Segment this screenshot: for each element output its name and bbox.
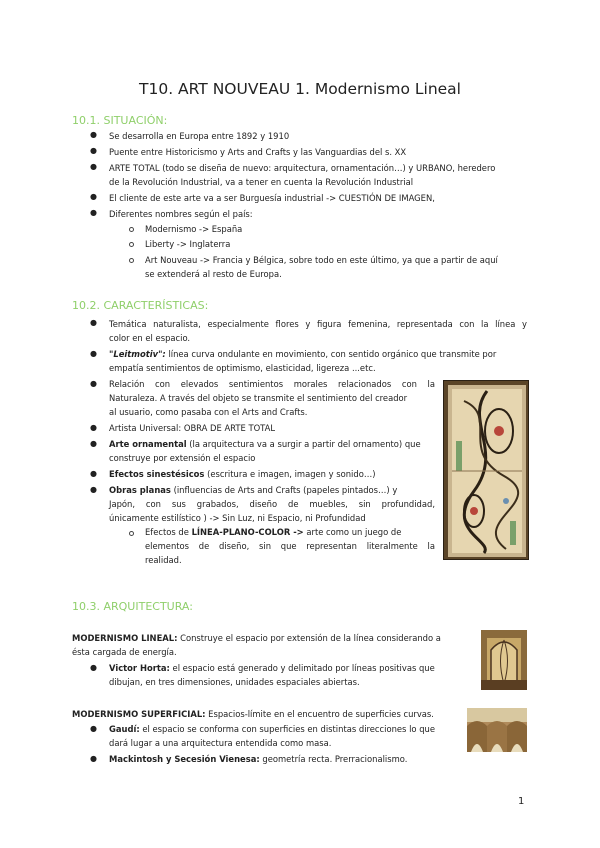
caract-8a <box>145 525 435 539</box>
nombre-inglaterra: Liberty -> Inglaterra <box>145 239 231 249</box>
gaudi-label: Gaudí: <box>109 724 140 734</box>
caract-1a: Temática naturalista, especialmente flores y figura femenina, representada con la línea y <box>109 319 527 329</box>
situacion-item-3b: de la Revolución Industrial, va a tener en cuenta la Revolución Industrial <box>109 177 414 187</box>
modernismo-lineal-a <box>72 631 472 645</box>
bullet-icon: ● <box>90 423 97 432</box>
caract-3b: Naturaleza. A través del objeto se transmite el sentimiento del creador <box>109 393 408 403</box>
page-number: 1 <box>518 796 525 807</box>
bullet-icon: ● <box>90 439 97 448</box>
efectos-sinestesicos-label: Efectos sinestésicos <box>109 469 205 479</box>
caract-6-text: (escritura e imagen, imagen y sonido…) <box>204 469 376 479</box>
victor-horta-label: Victor Horta: <box>109 663 170 673</box>
caract-2b: empatía sentimientos de optimismo, elasticidad, ligereza ...etc. <box>109 363 376 373</box>
horta-b: dibujan, en tres dimensiones, unidades espaciales abiertas. <box>109 677 360 687</box>
bullet-icon: ● <box>90 663 97 672</box>
bullet-icon: ● <box>90 724 97 733</box>
caract-7a <box>109 483 435 497</box>
bullet-icon: ● <box>90 318 97 327</box>
situacion-item-4: El cliente de este arte va a ser Burguesía industrial -> CUESTIÓN DE IMAGEN, <box>109 193 435 203</box>
circle-bullet-icon <box>129 227 134 232</box>
horta-text: el espacio está generado y delimitado por líneas positivas que <box>169 663 435 673</box>
stained-glass-image <box>443 380 529 560</box>
mackintosh-text: geometría recta. Prerracionalismo. <box>259 754 408 764</box>
modernismo-superficial-text: Espacios-límite en el encuentro de superficies curvas. <box>205 709 434 719</box>
caract-2a-text: línea curva ondulante en movimiento, con sentido orgánico que transmite por <box>165 349 497 359</box>
caract-3c: al usuario, como pasaba con el Arts and Crafts. <box>109 407 308 417</box>
page-title: T10. ART NOUVEAU 1. Modernismo Lineal <box>139 80 461 98</box>
situacion-item-2: Puente entre Historicismo y Arts and Crafts y las Vanguardias del s. XX <box>109 147 407 157</box>
heading-arquitectura: 10.3. ARQUITECTURA: <box>72 600 193 613</box>
modernismo-superficial <box>72 707 434 721</box>
circle-bullet-icon <box>129 258 134 263</box>
modernismo-lineal-b: ésta cargada de energía. <box>72 647 177 657</box>
caract-8-pre: Efectos de <box>145 527 192 537</box>
caract-8c: realidad. <box>145 555 182 565</box>
heading-situacion: 10.1. SITUACIÓN: <box>72 114 168 127</box>
caract-5a <box>109 437 421 451</box>
caract-7a-text: (influencias de Arts and Crafts (papeles pintados…) y <box>170 485 398 495</box>
caract-8a-text: arte como un juego de <box>303 527 402 537</box>
arte-ornamental-label: Arte ornamental <box>109 439 187 449</box>
bullet-icon: ● <box>90 192 97 201</box>
caract-7c: únicamente estilístico ) -> Sin Luz, ni Espacio, ni Profundidad <box>109 513 366 523</box>
gaudi-b: dará lugar a una arquitectura entendida como masa. <box>109 738 332 748</box>
gaudi-arches-image <box>467 708 527 752</box>
bullet-icon: ● <box>90 485 97 494</box>
bullet-icon: ● <box>90 162 97 171</box>
horta-a <box>109 661 474 675</box>
caract-3a: Relación con elevados sentimientos morales relacionados con la <box>109 379 435 389</box>
caract-7b: Japón, con sus grabados, diseño de muebles, sin profundidad, <box>109 499 435 509</box>
linea-plano-color-label: LÍNEA-PLANO-COLOR -> <box>191 527 304 537</box>
leitmotiv-label: "Leitmotiv": <box>109 349 166 359</box>
mackintosh-label: Mackintosh y Secesión Vienesa: <box>109 754 260 764</box>
bullet-icon: ● <box>90 754 97 763</box>
gaudi-a <box>109 722 459 736</box>
caract-4: Artista Universal: OBRA DE ARTE TOTAL <box>109 423 276 433</box>
horta-interior-image <box>481 630 527 690</box>
caract-5a-text: (la arquitectura va a surgir a partir del ornamento) que <box>186 439 421 449</box>
heading-caracteristicas: 10.2. CARACTERÍSTICAS: <box>72 299 209 312</box>
gaudi-text: el espacio se conforma con superficies en distintas direcciones lo que <box>139 724 435 734</box>
situacion-item-3a: ARTE TOTAL (todo se diseña de nuevo: arquitectura, ornamentación…) y URBANO, heredero <box>109 163 496 173</box>
caract-8b: elementos de diseño, sin que representan literalmente la <box>145 541 435 551</box>
circle-bullet-icon <box>129 242 134 247</box>
modernismo-superficial-label: MODERNISMO SUPERFICIAL: <box>72 709 206 719</box>
circle-bullet-icon <box>129 531 134 536</box>
caract-1b: color en el espacio. <box>109 333 191 343</box>
bullet-icon: ● <box>90 349 97 358</box>
bullet-icon: ● <box>90 146 97 155</box>
caract-6 <box>109 467 375 481</box>
nombre-francia-a: Art Nouveau -> Francia y Bélgica, sobre todo en este último, ya que a partir de aquí <box>145 255 498 265</box>
bullet-icon: ● <box>90 208 97 217</box>
nombre-espana: Modernismo -> España <box>145 224 243 234</box>
obras-planas-label: Obras planas <box>109 485 171 495</box>
nombre-francia-b: se extenderá al resto de Europa. <box>145 269 282 279</box>
mackintosh <box>109 752 407 766</box>
situacion-item-1: Se desarrolla en Europa entre 1892 y 1910 <box>109 131 290 141</box>
situacion-item-5: Diferentes nombres según el país: <box>109 209 253 219</box>
bullet-icon: ● <box>90 379 97 388</box>
bullet-icon: ● <box>90 469 97 478</box>
bullet-icon: ● <box>90 130 97 139</box>
modernismo-lineal-text: Construye el espacio por extensión de la línea considerando a <box>177 633 441 643</box>
modernismo-lineal-label: MODERNISMO LINEAL: <box>72 633 178 643</box>
caract-5b: construye por extensión el espacio <box>109 453 256 463</box>
caract-2a <box>109 347 527 361</box>
